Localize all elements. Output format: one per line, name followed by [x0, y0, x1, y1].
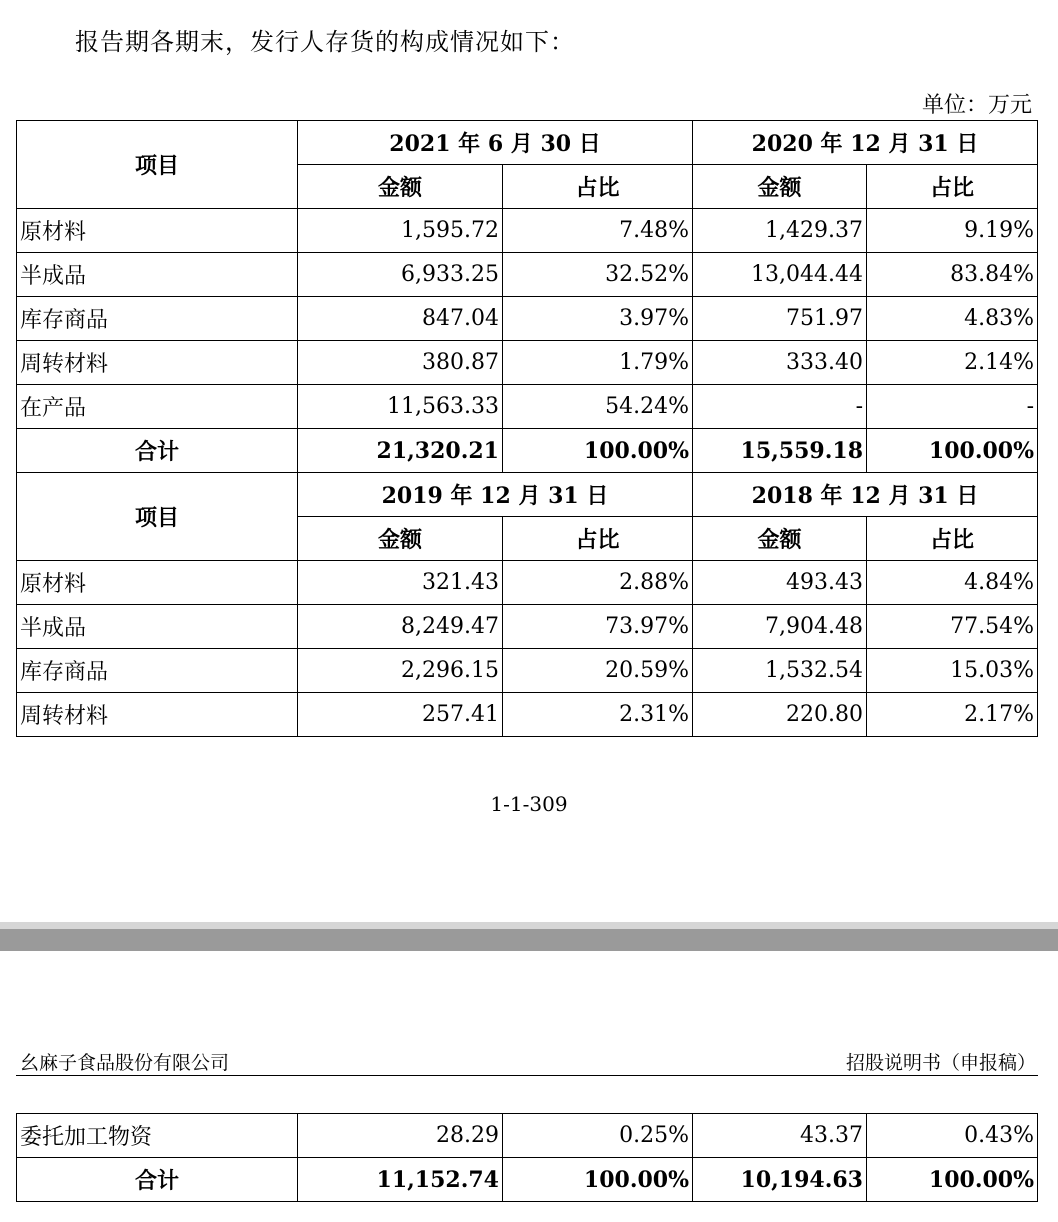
table-row — [17, 693, 1038, 737]
row-label: 在产品 — [17, 385, 298, 429]
ratio-header: 占比 — [503, 165, 693, 209]
row-label: 半成品 — [17, 253, 298, 297]
table-cell: 7,904.48 — [693, 605, 867, 649]
table-cell: 8,249.47 — [298, 605, 503, 649]
table-cell: 73.97% — [503, 605, 693, 649]
table-cell: 4.84% — [867, 561, 1038, 605]
total-cell: 10,194.63 — [693, 1158, 867, 1202]
table-row — [17, 297, 1038, 341]
table-cell: 1,429.37 — [693, 209, 867, 253]
table-cell: 7.48% — [503, 209, 693, 253]
table-cell: 257.41 — [298, 693, 503, 737]
table-cell: 1,595.72 — [298, 209, 503, 253]
total-cell: 100.00% — [867, 429, 1038, 473]
company-name: 幺麻子食品股份有限公司 — [20, 1052, 230, 1074]
table-total-row — [17, 429, 1038, 473]
table-row — [17, 649, 1038, 693]
table-row — [17, 209, 1038, 253]
document-title: 招股说明书（申报稿） — [845, 1052, 1036, 1074]
table-cell: 0.43% — [867, 1114, 1038, 1158]
header-rule — [16, 1075, 1038, 1076]
total-cell: 100.00% — [503, 1158, 693, 1202]
table-cell: 6,933.25 — [298, 253, 503, 297]
amount-header: 金额 — [298, 517, 503, 561]
table-total-row — [17, 1158, 1038, 1202]
inventory-table-continued — [16, 1113, 1038, 1202]
table-cell: 2.17% — [867, 693, 1038, 737]
table-cell: 493.43 — [693, 561, 867, 605]
table-row — [17, 341, 1038, 385]
period-header: 2021 年 6 月 30 日 — [298, 121, 693, 165]
total-cell: 11,152.74 — [298, 1158, 503, 1202]
ratio-header: 占比 — [867, 517, 1038, 561]
table-cell: 0.25% — [503, 1114, 693, 1158]
total-cell: 100.00% — [503, 429, 693, 473]
table-cell: 15.03% — [867, 649, 1038, 693]
intro-text: 报告期各期末，发行人存货的构成情况如下： — [75, 28, 575, 56]
period-header: 2019 年 12 月 31 日 — [298, 473, 693, 517]
table-cell: 32.52% — [503, 253, 693, 297]
table-cell: 220.80 — [693, 693, 867, 737]
total-cell: 21,320.21 — [298, 429, 503, 473]
table-cell: 3.97% — [503, 297, 693, 341]
table-cell: 9.19% — [867, 209, 1038, 253]
table-row — [17, 253, 1038, 297]
ratio-header: 占比 — [503, 517, 693, 561]
table-cell: 2.14% — [867, 341, 1038, 385]
table-cell: 2.31% — [503, 693, 693, 737]
table-header-row — [17, 473, 1038, 517]
table-cell: 2,296.15 — [298, 649, 503, 693]
table-row — [17, 385, 1038, 429]
row-label: 库存商品 — [17, 649, 298, 693]
table-cell: 321.43 — [298, 561, 503, 605]
total-label: 合计 — [17, 1158, 298, 1202]
table-cell: 333.40 — [693, 341, 867, 385]
amount-header: 金额 — [298, 165, 503, 209]
table-cell: 847.04 — [298, 297, 503, 341]
table-row — [17, 1114, 1038, 1158]
item-header: 项目 — [17, 473, 298, 561]
period-header: 2020 年 12 月 31 日 — [693, 121, 1038, 165]
row-label: 周转材料 — [17, 693, 298, 737]
page-divider-shadow — [0, 922, 1058, 929]
table-cell: 380.87 — [298, 341, 503, 385]
table-cell: 1.79% — [503, 341, 693, 385]
row-label: 原材料 — [17, 209, 298, 253]
table-row — [17, 605, 1038, 649]
table-cell: 2.88% — [503, 561, 693, 605]
page-divider — [0, 929, 1058, 951]
table-cell: 43.37 — [693, 1114, 867, 1158]
total-cell: 100.00% — [867, 1158, 1038, 1202]
table-cell: 1,532.54 — [693, 649, 867, 693]
ratio-header: 占比 — [867, 165, 1038, 209]
table-cell: 77.54% — [867, 605, 1038, 649]
table-cell: 4.83% — [867, 297, 1038, 341]
row-label: 半成品 — [17, 605, 298, 649]
table-cell: 20.59% — [503, 649, 693, 693]
inventory-table — [16, 120, 1038, 737]
table-cell: - — [867, 385, 1038, 429]
table-row — [17, 561, 1038, 605]
item-header: 项目 — [17, 121, 298, 209]
total-cell: 15,559.18 — [693, 429, 867, 473]
amount-header: 金额 — [693, 165, 867, 209]
period-header: 2018 年 12 月 31 日 — [693, 473, 1038, 517]
amount-header: 金额 — [693, 517, 867, 561]
table-cell: 751.97 — [693, 297, 867, 341]
row-label: 委托加工物资 — [17, 1114, 298, 1158]
table-header-row — [17, 121, 1038, 165]
unit-label: 单位：万元 — [921, 93, 1032, 118]
row-label: 库存商品 — [17, 297, 298, 341]
table-cell: 28.29 — [298, 1114, 503, 1158]
total-label: 合计 — [17, 429, 298, 473]
table-cell: 83.84% — [867, 253, 1038, 297]
row-label: 原材料 — [17, 561, 298, 605]
table-cell: 11,563.33 — [298, 385, 503, 429]
page-number: 1-1-309 — [490, 792, 568, 816]
table-cell: - — [693, 385, 867, 429]
table-cell: 54.24% — [503, 385, 693, 429]
row-label: 周转材料 — [17, 341, 298, 385]
table-cell: 13,044.44 — [693, 253, 867, 297]
